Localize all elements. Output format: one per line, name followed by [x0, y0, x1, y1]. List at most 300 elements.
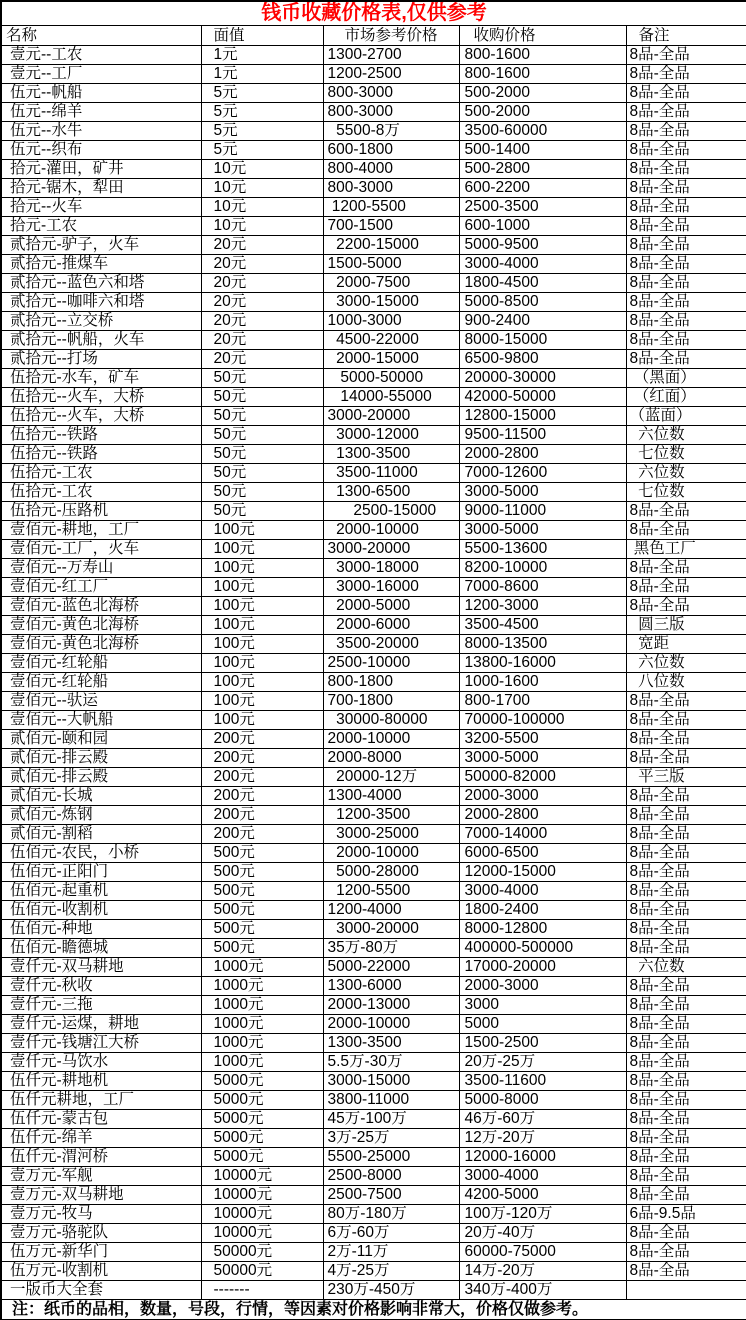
cell-face-value: 50元 [201, 483, 323, 502]
column-header-row [1, 26, 746, 46]
cell-remark: 8品-全品 [626, 1129, 746, 1148]
cell-face-value: 20元 [201, 293, 323, 312]
cell-market-price: 1200-5500 [323, 882, 459, 901]
table-row [1, 1053, 746, 1072]
cell-remark: 8品-全品 [626, 882, 746, 901]
cell-face-value: 10000元 [201, 1186, 323, 1205]
table-row [1, 1072, 746, 1091]
cell-remark: 8品-全品 [626, 1262, 746, 1281]
table-row [1, 730, 746, 749]
table-row [1, 388, 746, 407]
table-row [1, 768, 746, 787]
cell-buy-price: 2000-2800 [459, 806, 626, 825]
cell-remark: 8品-全品 [626, 65, 746, 84]
table-row [1, 1015, 746, 1034]
cell-buy-price: 12万-20万 [459, 1129, 626, 1148]
cell-name: 伍拾元-工农 [1, 483, 201, 502]
cell-face-value: 10000元 [201, 1167, 323, 1186]
cell-face-value: 500元 [201, 882, 323, 901]
cell-market-price: 2500-10000 [323, 654, 459, 673]
cell-name: 贰拾元--帆船，火车 [1, 331, 201, 350]
cell-name: 伍元--帆船 [1, 84, 201, 103]
table-row [1, 521, 746, 540]
cell-market-price: 2万-11万 [323, 1243, 459, 1262]
cell-name: 伍拾元--铁路 [1, 426, 201, 445]
cell-face-value: 1元 [201, 65, 323, 84]
cell-remark: 8品-全品 [626, 1053, 746, 1072]
cell-remark: 6品-9.5品 [626, 1205, 746, 1224]
table-row [1, 939, 746, 958]
cell-buy-price: 42000-50000 [459, 388, 626, 407]
cell-name: 伍拾元--火车，大桥 [1, 407, 201, 426]
table-row [1, 1091, 746, 1110]
cell-market-price: 3000-12000 [323, 426, 459, 445]
cell-market-price: 3000-25000 [323, 825, 459, 844]
cell-name: 贰拾元--打场 [1, 350, 201, 369]
cell-face-value: 20元 [201, 255, 323, 274]
cell-face-value: 50000元 [201, 1262, 323, 1281]
cell-face-value: 1000元 [201, 977, 323, 996]
cell-name: 壹万元-牧马 [1, 1205, 201, 1224]
cell-name: 一版币大全套 [1, 1281, 201, 1300]
table-row [1, 1129, 746, 1148]
cell-buy-price: 600-2200 [459, 179, 626, 198]
table-row [1, 806, 746, 825]
cell-buy-price: 1000-1600 [459, 673, 626, 692]
cell-remark: 8品-全品 [626, 920, 746, 939]
cell-name: 拾元-锯木，犁田 [1, 179, 201, 198]
cell-market-price: 3000-15000 [323, 1072, 459, 1091]
cell-name: 壹佰元-红工厂 [1, 578, 201, 597]
table-row [1, 711, 746, 730]
table-row [1, 407, 746, 426]
table-row [1, 540, 746, 559]
cell-face-value: 10000元 [201, 1205, 323, 1224]
cell-name: 伍佰元-种地 [1, 920, 201, 939]
cell-name: 壹佰元--大帆船 [1, 711, 201, 730]
cell-buy-price: 70000-100000 [459, 711, 626, 730]
table-row [1, 179, 746, 198]
column-header-name: 名称 [1, 26, 201, 46]
cell-face-value: 100元 [201, 616, 323, 635]
cell-buy-price: 3000-4000 [459, 882, 626, 901]
cell-remark: 宽距 [626, 635, 746, 654]
cell-name: 拾元-工农 [1, 217, 201, 236]
cell-face-value: 200元 [201, 825, 323, 844]
table-row [1, 977, 746, 996]
cell-remark: 8品-全品 [626, 1091, 746, 1110]
cell-remark: 六位数 [626, 654, 746, 673]
cell-market-price: 2000-15000 [323, 350, 459, 369]
cell-face-value: 10元 [201, 198, 323, 217]
cell-name: 伍拾元--铁路 [1, 445, 201, 464]
cell-remark: 六位数 [626, 958, 746, 977]
cell-name: 贰佰元-颐和园 [1, 730, 201, 749]
cell-face-value: 20元 [201, 331, 323, 350]
cell-market-price: 5.5万-30万 [323, 1053, 459, 1072]
cell-face-value: ------- [201, 1281, 323, 1300]
cell-buy-price: 3500-11600 [459, 1072, 626, 1091]
cell-face-value: 50元 [201, 426, 323, 445]
table-row [1, 46, 746, 65]
cell-name: 伍仟元-绵羊 [1, 1129, 201, 1148]
cell-market-price: 3000-20000 [323, 540, 459, 559]
cell-name: 壹万元-军舰 [1, 1167, 201, 1186]
cell-buy-price: 2000-3000 [459, 787, 626, 806]
cell-market-price: 3000-20000 [323, 407, 459, 426]
cell-face-value: 500元 [201, 844, 323, 863]
cell-buy-price: 3000-5000 [459, 483, 626, 502]
cell-face-value: 100元 [201, 597, 323, 616]
cell-remark: 8品-全品 [626, 293, 746, 312]
cell-remark: 8品-全品 [626, 1015, 746, 1034]
table-row [1, 160, 746, 179]
table-row [1, 312, 746, 331]
cell-face-value: 5000元 [201, 1091, 323, 1110]
cell-market-price: 230万-450万 [323, 1281, 459, 1300]
cell-face-value: 100元 [201, 540, 323, 559]
table-row [1, 1243, 746, 1262]
cell-buy-price: 5500-13600 [459, 540, 626, 559]
cell-name: 伍仟元-渭河桥 [1, 1148, 201, 1167]
cell-name: 壹佰元--万寿山 [1, 559, 201, 578]
cell-buy-price: 3500-4500 [459, 616, 626, 635]
table-row [1, 559, 746, 578]
cell-face-value: 20元 [201, 236, 323, 255]
cell-market-price: 1300-4000 [323, 787, 459, 806]
cell-face-value: 50元 [201, 407, 323, 426]
cell-remark: 圆三版 [626, 616, 746, 635]
cell-remark: 8品-全品 [626, 160, 746, 179]
cell-market-price: 2000-10000 [323, 521, 459, 540]
cell-buy-price: 1200-3000 [459, 597, 626, 616]
table-row [1, 882, 746, 901]
cell-face-value: 50元 [201, 369, 323, 388]
cell-remark: 8品-全品 [626, 141, 746, 160]
cell-face-value: 100元 [201, 673, 323, 692]
cell-face-value: 10000元 [201, 1224, 323, 1243]
cell-market-price: 2000-13000 [323, 996, 459, 1015]
column-header-buy-price: 收购价格 [459, 26, 626, 46]
cell-name: 伍佰元-起重机 [1, 882, 201, 901]
cell-market-price: 1200-3500 [323, 806, 459, 825]
cell-buy-price: 12000-15000 [459, 863, 626, 882]
cell-buy-price: 800-1700 [459, 692, 626, 711]
cell-buy-price: 500-1400 [459, 141, 626, 160]
cell-market-price: 600-1800 [323, 141, 459, 160]
cell-remark: 8品-全品 [626, 1186, 746, 1205]
cell-remark: 8品-全品 [626, 236, 746, 255]
cell-buy-price: 800-1600 [459, 65, 626, 84]
cell-market-price: 2000-10000 [323, 730, 459, 749]
cell-market-price: 1300-2700 [323, 46, 459, 65]
cell-name: 伍元--绵羊 [1, 103, 201, 122]
cell-buy-price: 8000-15000 [459, 331, 626, 350]
cell-market-price: 5000-50000 [323, 369, 459, 388]
cell-buy-price: 3000 [459, 996, 626, 1015]
cell-face-value: 5元 [201, 103, 323, 122]
cell-buy-price: 7000-14000 [459, 825, 626, 844]
cell-market-price: 1200-4000 [323, 901, 459, 920]
cell-market-price: 5500-8万 [323, 122, 459, 141]
cell-name: 贰拾元-推煤车 [1, 255, 201, 274]
cell-remark: 8品-全品 [626, 1148, 746, 1167]
cell-face-value: 1000元 [201, 1034, 323, 1053]
cell-name: 壹佰元-工厂，火车 [1, 540, 201, 559]
cell-buy-price: 17000-20000 [459, 958, 626, 977]
cell-face-value: 20元 [201, 274, 323, 293]
cell-face-value: 50元 [201, 445, 323, 464]
table-row [1, 787, 746, 806]
cell-buy-price: 3500-60000 [459, 122, 626, 141]
cell-name: 壹仟元-马饮水 [1, 1053, 201, 1072]
cell-remark: 八位数 [626, 673, 746, 692]
cell-remark: 平三版 [626, 768, 746, 787]
cell-remark: 8品-全品 [626, 122, 746, 141]
cell-face-value: 1元 [201, 46, 323, 65]
cell-buy-price: 3000-4000 [459, 255, 626, 274]
cell-name: 壹万元-双马耕地 [1, 1186, 201, 1205]
cell-face-value: 50元 [201, 464, 323, 483]
cell-buy-price: 500-2000 [459, 84, 626, 103]
cell-market-price: 700-1500 [323, 217, 459, 236]
cell-remark: （黑面） [626, 369, 746, 388]
cell-market-price: 6万-60万 [323, 1224, 459, 1243]
cell-name: 贰佰元-长城 [1, 787, 201, 806]
footer-row [1, 1300, 746, 1320]
cell-buy-price: 2000-3000 [459, 977, 626, 996]
cell-market-price: 1300-3500 [323, 1034, 459, 1053]
cell-market-price: 1200-2500 [323, 65, 459, 84]
cell-name: 伍拾元-压路机 [1, 502, 201, 521]
cell-market-price: 1300-6500 [323, 483, 459, 502]
cell-buy-price: 20万-40万 [459, 1224, 626, 1243]
table-row [1, 236, 746, 255]
cell-face-value: 20元 [201, 312, 323, 331]
cell-remark: 8品-全品 [626, 521, 746, 540]
table-row [1, 445, 746, 464]
table-row [1, 1167, 746, 1186]
cell-name: 伍拾元--火车，大桥 [1, 388, 201, 407]
cell-name: 伍拾元-工农 [1, 464, 201, 483]
cell-face-value: 5000元 [201, 1110, 323, 1129]
cell-market-price: 1500-5000 [323, 255, 459, 274]
cell-market-price: 80万-180万 [323, 1205, 459, 1224]
cell-name: 伍佰元-瞻德城 [1, 939, 201, 958]
table-row [1, 103, 746, 122]
cell-name: 伍佰元-正阳门 [1, 863, 201, 882]
cell-buy-price: 2000-2800 [459, 445, 626, 464]
cell-buy-price: 6000-6500 [459, 844, 626, 863]
cell-market-price: 45万-100万 [323, 1110, 459, 1129]
table-row [1, 863, 746, 882]
column-header-market-price: 市场参考价格 [323, 26, 459, 46]
cell-buy-price: 14万-20万 [459, 1262, 626, 1281]
cell-name: 伍佰元-收割机 [1, 901, 201, 920]
table-row [1, 141, 746, 160]
cell-market-price: 2000-8000 [323, 749, 459, 768]
cell-name: 伍佰元-农民，小桥 [1, 844, 201, 863]
table-row [1, 255, 746, 274]
table-row [1, 84, 746, 103]
cell-face-value: 5000元 [201, 1072, 323, 1091]
cell-buy-price: 500-2800 [459, 160, 626, 179]
cell-name: 贰佰元-排云殿 [1, 768, 201, 787]
cell-market-price: 3000-18000 [323, 559, 459, 578]
table-row [1, 901, 746, 920]
cell-market-price: 2000-7500 [323, 274, 459, 293]
cell-name: 壹佰元--驮运 [1, 692, 201, 711]
table-row [1, 1205, 746, 1224]
table-row [1, 122, 746, 141]
table-row [1, 597, 746, 616]
cell-face-value: 200元 [201, 749, 323, 768]
table-row [1, 1281, 746, 1300]
cell-remark: 8品-全品 [626, 217, 746, 236]
cell-name: 壹仟元-秋收 [1, 977, 201, 996]
cell-face-value: 100元 [201, 578, 323, 597]
cell-remark: 8品-全品 [626, 179, 746, 198]
cell-market-price: 800-4000 [323, 160, 459, 179]
cell-name: 壹佰元-黄色北海桥 [1, 616, 201, 635]
cell-buy-price: 900-2400 [459, 312, 626, 331]
cell-market-price: 800-1800 [323, 673, 459, 692]
cell-buy-price: 3000-5000 [459, 749, 626, 768]
table-row [1, 616, 746, 635]
cell-remark: 8品-全品 [626, 84, 746, 103]
table-row [1, 920, 746, 939]
cell-remark: 黑色工厂 [626, 540, 746, 559]
cell-market-price: 2200-15000 [323, 236, 459, 255]
cell-face-value: 5000元 [201, 1148, 323, 1167]
cell-remark: 8品-全品 [626, 996, 746, 1015]
cell-name: 壹仟元-钱塘江大桥 [1, 1034, 201, 1053]
cell-remark: 六位数 [626, 426, 746, 445]
cell-name: 壹元--工厂 [1, 65, 201, 84]
cell-market-price: 2000-10000 [323, 844, 459, 863]
cell-buy-price: 1800-2400 [459, 901, 626, 920]
cell-market-price: 800-3000 [323, 179, 459, 198]
cell-face-value: 5元 [201, 122, 323, 141]
cell-remark: 8品-全品 [626, 502, 746, 521]
table-row [1, 1110, 746, 1129]
cell-buy-price: 20000-30000 [459, 369, 626, 388]
cell-market-price: 5500-25000 [323, 1148, 459, 1167]
table-row [1, 502, 746, 521]
cell-face-value: 1000元 [201, 1053, 323, 1072]
table-row [1, 369, 746, 388]
table-row [1, 635, 746, 654]
table-row [1, 217, 746, 236]
cell-remark: 七位数 [626, 483, 746, 502]
cell-remark: 8品-全品 [626, 977, 746, 996]
cell-remark: 8品-全品 [626, 198, 746, 217]
cell-remark: （红面） [626, 388, 746, 407]
table-row [1, 958, 746, 977]
table-row [1, 198, 746, 217]
cell-name: 壹仟元-双马耕地 [1, 958, 201, 977]
cell-market-price: 3000-16000 [323, 578, 459, 597]
cell-remark: 8品-全品 [626, 1072, 746, 1091]
cell-face-value: 10元 [201, 160, 323, 179]
table-row [1, 1224, 746, 1243]
cell-name: 伍仟元-耕地机 [1, 1072, 201, 1091]
cell-buy-price: 5000-8500 [459, 293, 626, 312]
cell-face-value: 50元 [201, 388, 323, 407]
cell-face-value: 20元 [201, 350, 323, 369]
table-row [1, 1262, 746, 1281]
cell-remark: 8品-全品 [626, 312, 746, 331]
cell-name: 伍元--水牛 [1, 122, 201, 141]
cell-market-price: 2500-7500 [323, 1186, 459, 1205]
cell-remark: 六位数 [626, 464, 746, 483]
cell-face-value: 1000元 [201, 1015, 323, 1034]
cell-remark: 8品-全品 [626, 255, 746, 274]
cell-market-price: 2000-6000 [323, 616, 459, 635]
cell-remark: 8品-全品 [626, 939, 746, 958]
cell-buy-price: 400000-500000 [459, 939, 626, 958]
cell-face-value: 100元 [201, 635, 323, 654]
cell-market-price: 2000-5000 [323, 597, 459, 616]
cell-remark: 8品-全品 [626, 806, 746, 825]
cell-buy-price: 500-2000 [459, 103, 626, 122]
cell-market-price: 3万-25万 [323, 1129, 459, 1148]
cell-name: 壹佰元-黄色北海桥 [1, 635, 201, 654]
page-title: 钱币收藏价格表,仅供参考 [1, 1, 746, 26]
table-row [1, 673, 746, 692]
cell-name: 伍万元-新华门 [1, 1243, 201, 1262]
cell-market-price: 5000-28000 [323, 863, 459, 882]
cell-buy-price: 12000-16000 [459, 1148, 626, 1167]
cell-face-value: 500元 [201, 920, 323, 939]
cell-face-value: 200元 [201, 730, 323, 749]
cell-buy-price: 9000-11000 [459, 502, 626, 521]
table-row [1, 274, 746, 293]
cell-market-price: 4500-22000 [323, 331, 459, 350]
cell-buy-price: 3200-5500 [459, 730, 626, 749]
cell-name: 贰佰元-炼钢 [1, 806, 201, 825]
cell-name: 贰拾元--蓝色六和塔 [1, 274, 201, 293]
cell-name: 伍元--织布 [1, 141, 201, 160]
cell-market-price: 700-1800 [323, 692, 459, 711]
cell-name: 壹仟元-运煤，耕地 [1, 1015, 201, 1034]
cell-buy-price: 5000-9500 [459, 236, 626, 255]
cell-buy-price: 1800-4500 [459, 274, 626, 293]
cell-remark: （蓝面） [626, 407, 746, 426]
cell-name: 伍仟元-蒙古包 [1, 1110, 201, 1129]
cell-name: 贰拾元--立交桥 [1, 312, 201, 331]
cell-face-value: 1000元 [201, 996, 323, 1015]
cell-market-price: 20000-12万 [323, 768, 459, 787]
cell-face-value: 100元 [201, 692, 323, 711]
cell-remark: 8品-全品 [626, 749, 746, 768]
footer-note: 注：纸币的品相，数量，号段，行情，等因素对价格影响非常大，价格仅做参考。 [1, 1300, 746, 1320]
cell-remark: 8品-全品 [626, 274, 746, 293]
cell-market-price: 30000-80000 [323, 711, 459, 730]
table-row [1, 749, 746, 768]
cell-remark [626, 1281, 746, 1300]
cell-name: 壹仟元-三拖 [1, 996, 201, 1015]
cell-market-price: 2500-15000 [323, 502, 459, 521]
cell-buy-price: 50000-82000 [459, 768, 626, 787]
cell-market-price: 1200-5500 [323, 198, 459, 217]
cell-face-value: 1000元 [201, 958, 323, 977]
cell-remark: 8品-全品 [626, 559, 746, 578]
cell-name: 贰佰元-排云殿 [1, 749, 201, 768]
cell-face-value: 100元 [201, 521, 323, 540]
cell-remark: 8品-全品 [626, 578, 746, 597]
cell-market-price: 1300-6000 [323, 977, 459, 996]
